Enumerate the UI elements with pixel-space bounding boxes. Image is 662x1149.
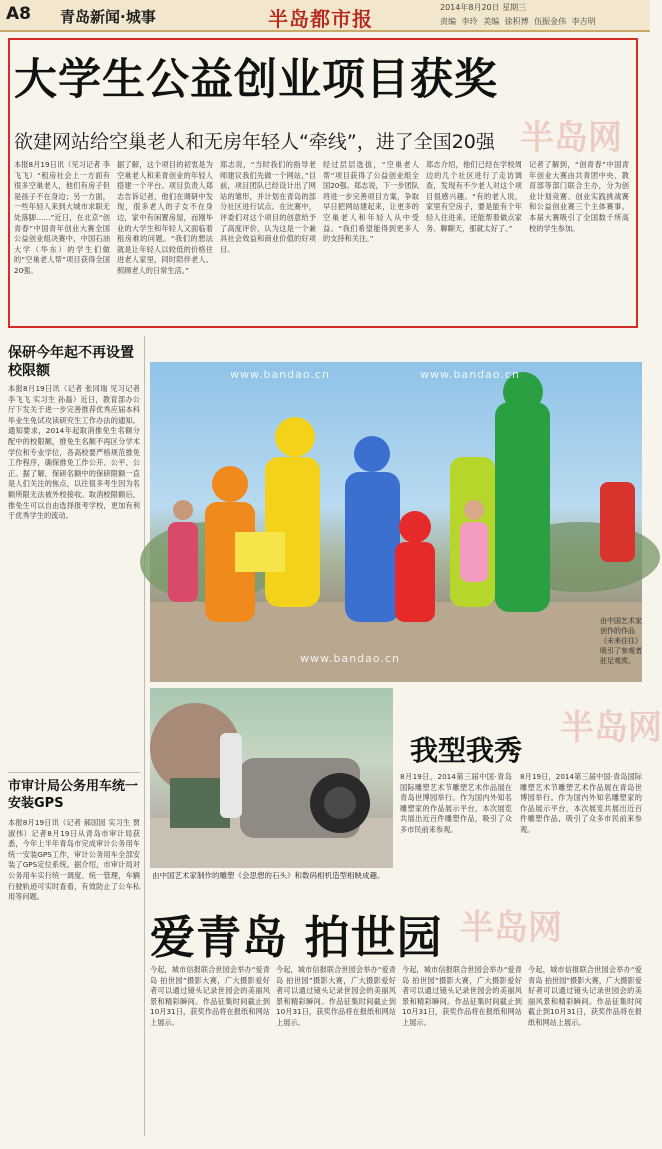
- sculpture-illustration: [150, 362, 642, 682]
- brand-watermark: 半岛网: [560, 708, 662, 748]
- side-story-1-body: 本报8月19日讯（记者 张同瑞 见习记者 李飞飞 实习生 孙磊）近日，教育部办公厅下发关于进一步完善推荐优秀应届本科毕业生免试攻读研究生工作办法的通知。通知要求，2014年起取消推免生名额分配中的校限额，推免生名额不再区分学术学位和专业学位，各高校要严格规范推免工作程序，确保推免工作公开、公平、公正。据了解，保研名额中的保研限额一直是人们关注的焦点，以往很多考生因为名额所限无法被外校接收。取消校限额后，推免生可以自由选择报考学校，更加有利于优秀学生的流动。: [8, 384, 140, 521]
- sculpture-photo: [150, 362, 642, 682]
- story-3-col-2: 今起，城市信报联合世园会举办“爱青岛 拍世园”摄影大赛，广大摄影爱好者可以通过镜头记录世园会的美丽风景和精彩瞬间。作品征集时间截止到10月31日，获奖作品将在报纸和网站上展示。: [276, 965, 396, 1027]
- lead-column-5: 郑志介绍，他们已经在学校周边的几个社区进行了走访调查，发现有不少老人对这个项目很感兴趣。“有的老人说，家里有空房子，要是能有个年轻人住进来，还能帮着做点家务、聊聊天，那就太好了。”: [426, 160, 522, 233]
- story-2-body: 8月19日，2014第三届中国·青岛国际雕塑艺术节雕塑艺术作品展在青岛世博园举行。作为国内外知名雕塑家的作品展示平台，本次展览共展出近百件雕塑作品，吸引了众多市民前来参观。: [400, 772, 512, 834]
- issue-date: 2014年8月20日 星期三: [440, 3, 527, 12]
- stone-camera-photo: [150, 688, 393, 868]
- photo-watermark-url: www.bandao.cn: [300, 652, 400, 665]
- photo-watermark-url: www.bandao.cn: [420, 368, 520, 381]
- masthead-logo: 半岛都市报: [268, 7, 373, 31]
- brand-watermark: 半岛网: [460, 908, 562, 948]
- page-number: A8: [6, 4, 31, 24]
- photo-watermark-url: www.bandao.cn: [230, 368, 330, 381]
- lead-column-3: 郑志说，“当时我们的指导老师建议我们先做一个网站，”目前，项目团队已经设计出了网站的雏形，并计划在青岛的部分社区进行试点。在比赛中，评委们对这个项目的创意给予了高度评价，认为这是一个兼具社会效益和商业价值的好项目。: [220, 160, 316, 254]
- lead-column-1: 本报8月19日讯（见习记者 李飞飞）“租房社会上一方面有很多空巢老人，他们有房子但是孩子不在身边；另一方面，一些年轻人来到大城市求职无处落脚……”近日，在北京“创青春”中国青年创业大赛全国公益创业组决赛中，中国石油大学（华东）的学生们做的“空巢老人帮”项目获得全国20强。: [14, 160, 110, 275]
- editors-line: 责编 李玲 美编 徐积博 伍振金伟 李吉明: [440, 17, 596, 26]
- column-divider: [144, 336, 145, 1136]
- page-header: [0, 0, 650, 32]
- lead-column-2: 据了解，这个项目的初衷是为空巢老人和来青创业的年轻人搭建一个平台。项目负责人郑志告诉记者，他们在调研中发现，很多老人的子女不在身边，家中有闲置房屋，而刚毕业的大学生和年轻人又面临着租房难的问题。“我们的想法就是让年轻人以较低的价格住进老人家里，同时陪伴老人、照顾老人的日常生活。”: [117, 160, 213, 275]
- side-story-1-title: 保研今年起不再设置校限额: [8, 345, 134, 379]
- lead-headline: 大学生公益创业项目获奖: [14, 55, 498, 105]
- story-3-col-4: 今起，城市信报联合世园会举办“爱青岛 拍世园”摄影大赛，广大摄影爱好者可以通过镜头记录世园会的美丽风景和精彩瞬间。作品征集时间截止到10月31日，获奖作品将在报纸和网站上展示。: [528, 965, 642, 1027]
- side-story-2-title: 市审计局公务用车统一安装GPS: [8, 779, 139, 811]
- story-3-col-1: 今起，城市信报联合世园会举办“爱青岛 拍世园”摄影大赛，广大摄影爱好者可以通过镜头记录世园会的美丽风景和精彩瞬间。作品征集时间截止到10月31日，获奖作品将在报纸和网站上展示。: [150, 965, 270, 1027]
- story-2-body-cont: 8月19日，2014第三届中国·青岛国际雕塑艺术节雕塑艺术作品展在青岛世博园举行。作为国内外知名雕塑家的作品展示平台，本次展览共展出近百件雕塑作品，吸引了众多市民前来参观。: [520, 772, 642, 834]
- sculpture-photo-caption: 由中国艺术家创作的作品《未来往往》吸引了参观者驻足观赏。: [600, 617, 642, 665]
- story-divider: [8, 772, 140, 773]
- section-title: 青岛新闻·城事: [60, 8, 156, 26]
- side-story-2-body: 本报8月19日讯（记者 郝国园 实习生 贾淑伟）记者8月19日从青岛市审计局获悉，今年上半年青岛市完成审计公务用车统一安装GPS工作，审计公务用车全部安装了GPS定位系统。据介绍，市审计局对公务用车实行统一调度、统一管理，车辆行驶轨迹可实时查看，有效防止了公车私用等问题。: [8, 818, 140, 902]
- story-3-col-3: 今起，城市信报联合世园会举办“爱青岛 拍世园”摄影大赛，广大摄影爱好者可以通过镜头记录世园会的美丽风景和精彩瞬间。作品征集时间截止到10月31日，获奖作品将在报纸和网站上展示。: [402, 965, 522, 1027]
- lead-column-4: 经过层层选拔，“空巢老人帮”项目获得了公益创业组全国20强。郑志说，下一步团队将进一步完善项目方案，争取早日把网站建起来，让更多的空巢老人和年轻人从中受益。“我们希望能得到更多人的支持和关注。”: [323, 160, 419, 244]
- brand-watermark: 半岛网: [520, 118, 622, 158]
- stone-camera-caption: 由中国艺术家制作的雕塑《会思想的石头》和数码相机造型相映成趣。: [152, 871, 385, 880]
- story-3-title: 爱青岛 拍世园: [150, 911, 443, 964]
- stone-camera-illustration: [150, 688, 393, 868]
- lead-subheadline: 欲建网站给空巢老人和无房年轻人“牵线”，进了全国20强: [14, 131, 495, 153]
- story-2-title: 我型我秀: [410, 734, 523, 767]
- lead-column-6: 记者了解到，“创青春”中国青年创业大赛由共青团中央、教育部等部门联合主办，分为创业计划竞赛、创业实践挑战赛和公益创业赛三个主体赛事。本届大赛吸引了全国数千所高校的学生参加。: [529, 160, 629, 233]
